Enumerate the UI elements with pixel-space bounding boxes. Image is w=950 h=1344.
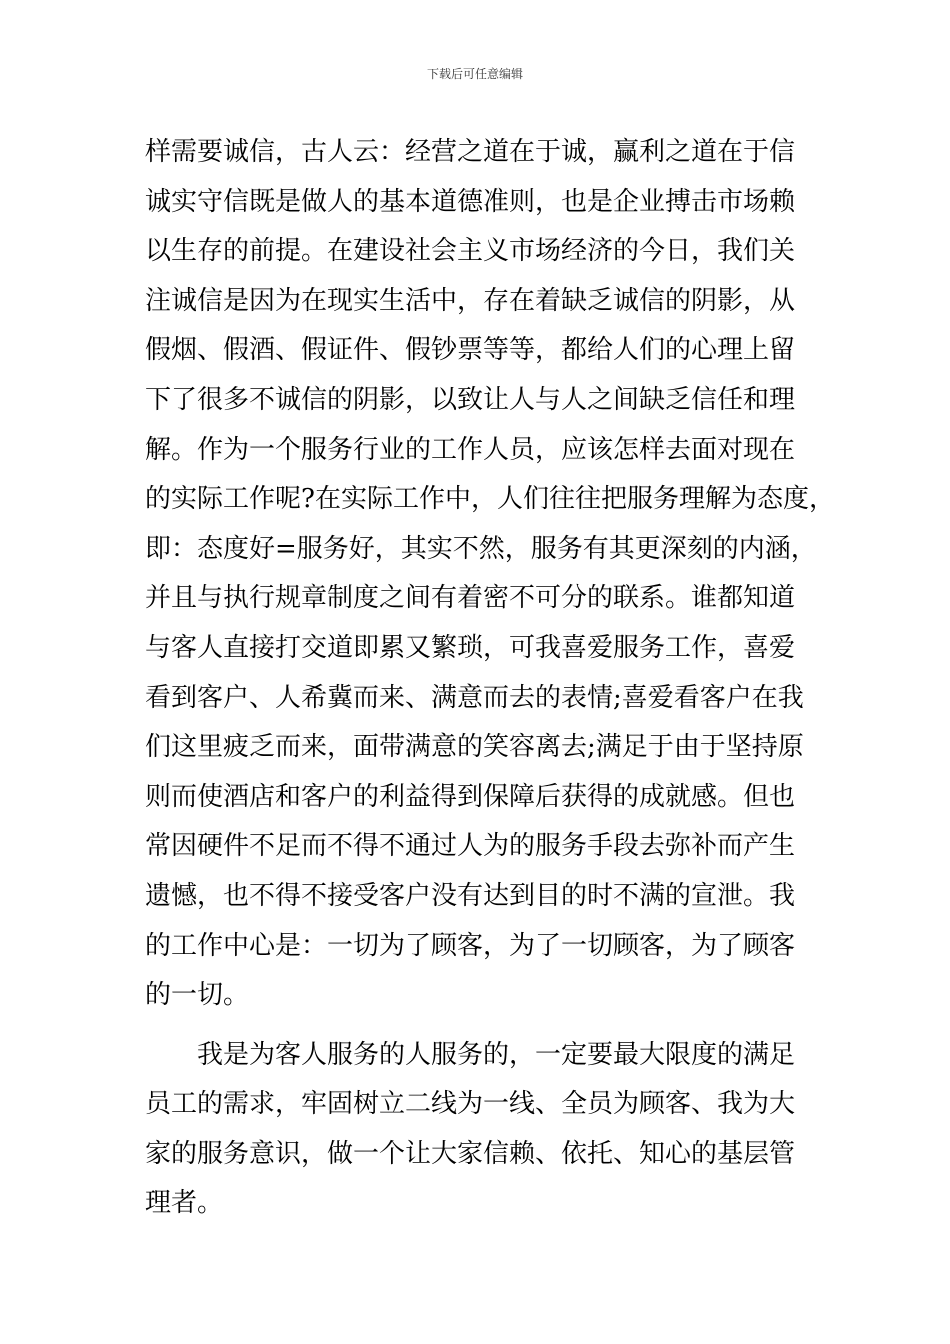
text-line: 与客人直接打交道即累又繁琐，可我喜爱服务工作，喜爱 — [145, 632, 796, 663]
text-line: 员工的需求，牢固树立二线为一线、全员为顾客、我为大 — [145, 1089, 796, 1120]
paragraph-2 — [145, 1031, 813, 1229]
text-line: 的工作中心是：一切为了顾客，为了一切顾客，为了顾客 — [145, 930, 796, 961]
paragraph-gap — [145, 1021, 813, 1031]
text-line: 我是为客人服务的人服务的，一定要最大限度的满足 — [197, 1039, 796, 1070]
text-line: 诚实守信既是做人的基本道德准则，也是企业搏击市场赖 — [145, 186, 796, 217]
text-line: 家的服务意识，做一个让大家信赖、依托、知心的基层管 — [145, 1138, 796, 1169]
text-line: 注诚信是因为在现实生活中，存在着缺乏诚信的阴影，从 — [145, 285, 796, 316]
document-body — [145, 128, 835, 1229]
text-line: 解。作为一个服务行业的工作人员，应该怎样去面对现在 — [145, 434, 796, 465]
text-line: 则而使酒店和客户的利益得到保障后获得的成就感。但也 — [145, 781, 796, 812]
text-line: 即：态度好=服务好，其实不然，服务有其更深刻的内涵， — [145, 533, 817, 564]
text-line: 假烟、假酒、假证件、假钞票等等，都给人们的心理上留 — [145, 335, 796, 366]
text-line: 以生存的前提。在建设社会主义市场经济的今日，我们关 — [145, 236, 796, 267]
text-line: 下了很多不诚信的阴影，以致让人与人之间缺乏信任和理 — [145, 384, 796, 415]
text-line: 遗憾，也不得不接受客户没有达到目的时不满的宣泄。我 — [145, 880, 796, 911]
text-line: 样需要诚信，古人云：经营之道在于诚，赢利之道在于信 — [145, 137, 796, 167]
text-line: 的实际工作呢?在实际工作中，人们往往把服务理解为态度， — [145, 484, 835, 515]
paragraph-1 — [145, 128, 835, 1021]
text-line: 看到客户、人希冀而来、满意而去的表情;喜爱看客户在我 — [145, 682, 804, 713]
text-line: 们这里疲乏而来，面带满意的笑容离去;满足于由于坚持原 — [145, 732, 804, 763]
text-line: 的一切。 — [145, 980, 250, 1011]
text-line: 理者。 — [145, 1188, 224, 1219]
text-line: 并且与执行规章制度之间有着密不可分的联系。谁都知道 — [145, 583, 796, 614]
page-header: 下载后可任意编辑 — [426, 67, 523, 81]
text-line: 常因硬件不足而不得不通过人为的服务手段去弥补而产生 — [145, 831, 796, 862]
